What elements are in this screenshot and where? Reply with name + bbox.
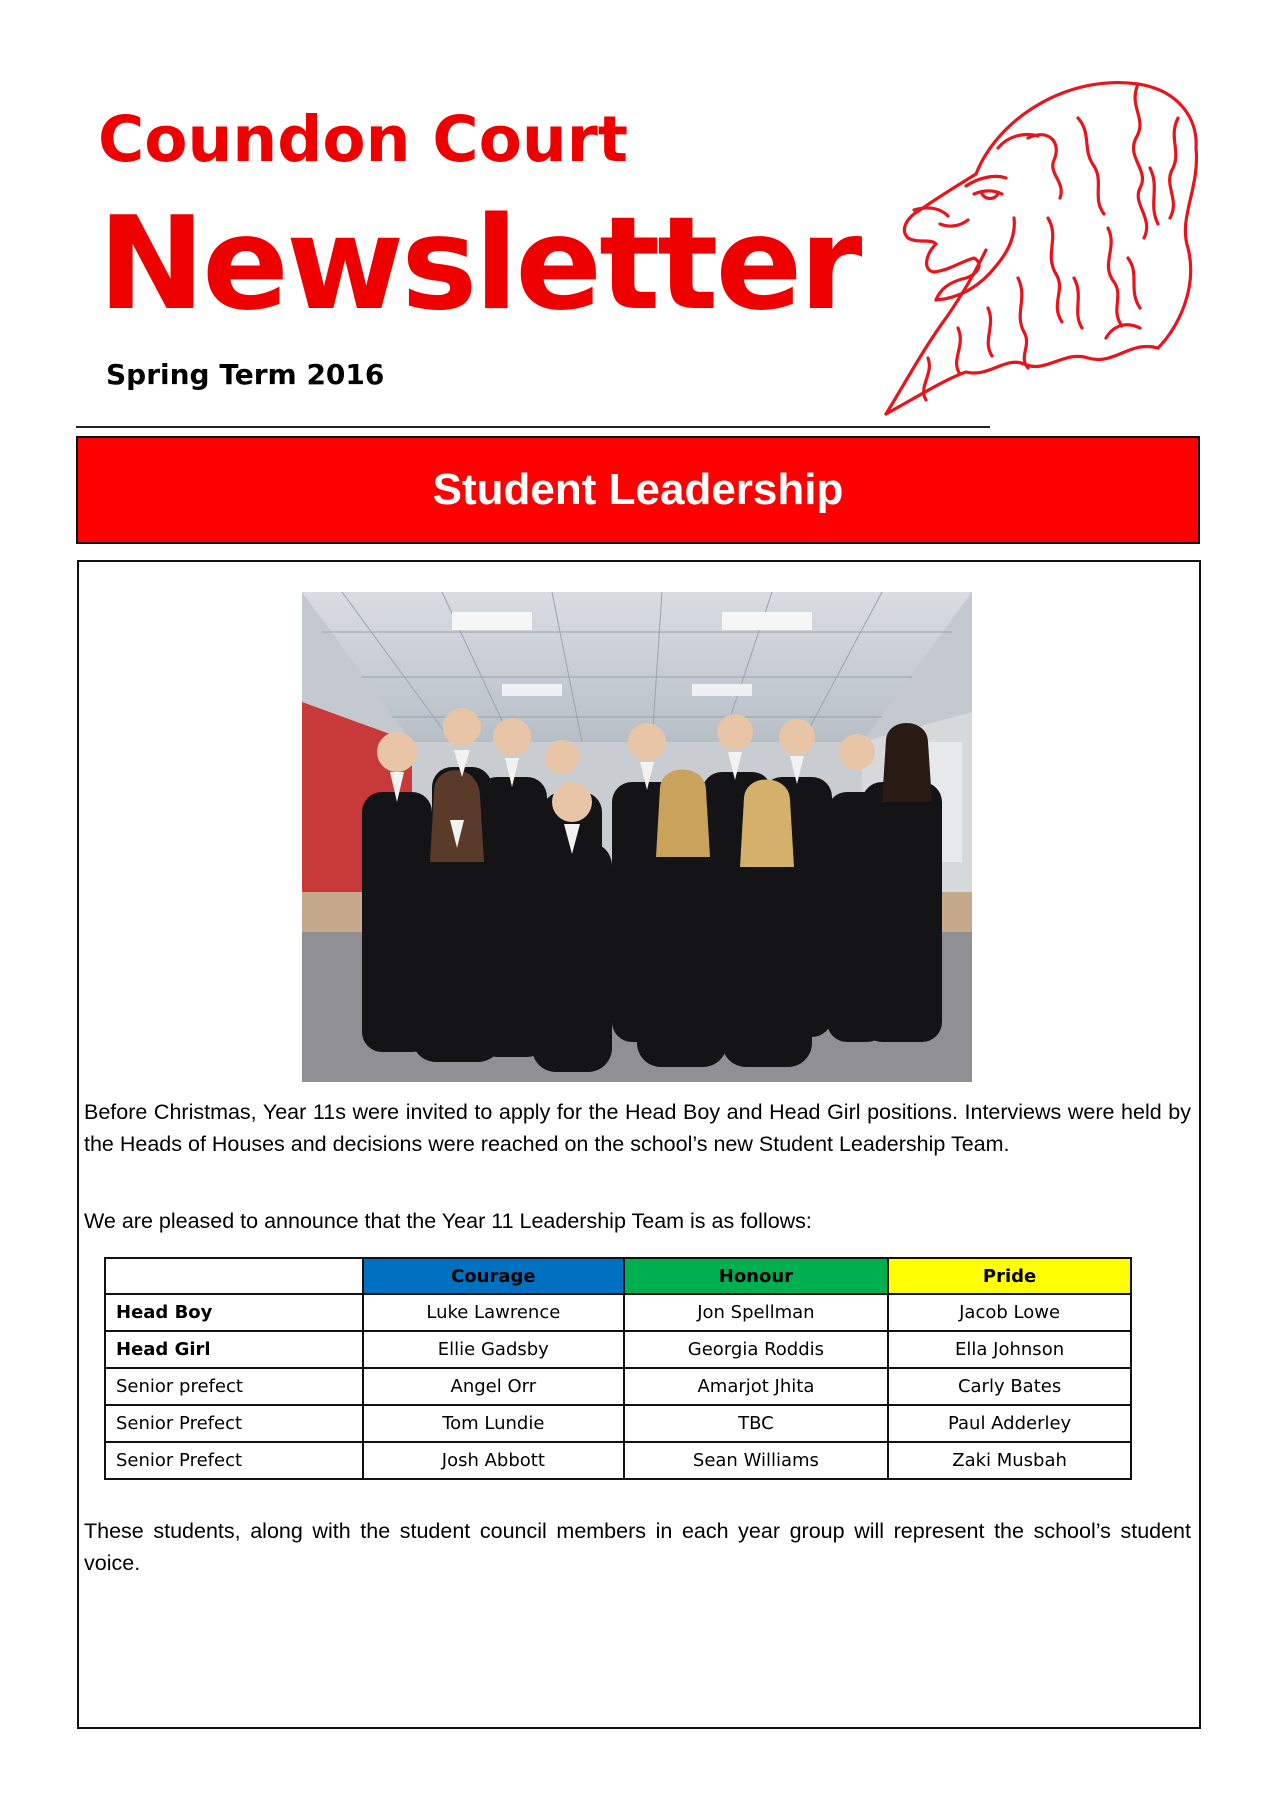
newsletter-title: Newsletter: [98, 190, 860, 339]
name-cell: Jon Spellman: [624, 1294, 889, 1331]
intro-paragraph: Before Christmas, Year 11s were invited to apply for the Head Boy and Head Girl positions. Interviews were held by the Heads of Houses and decisions were reached on the school’s new Student Leadership Team.: [84, 1100, 1191, 1156]
role-cell: Head Girl: [105, 1331, 363, 1368]
header-pride: Pride: [888, 1258, 1131, 1294]
name-cell: Luke Lawrence: [363, 1294, 624, 1331]
name-cell: Ella Johnson: [888, 1331, 1131, 1368]
role-cell: Senior Prefect: [105, 1405, 363, 1442]
term-label: Spring Term 2016: [106, 358, 385, 391]
announcement-paragraph: We are pleased to announce that the Year 11 Leadership Team is as follows:: [84, 1209, 812, 1233]
name-cell: Jacob Lowe: [888, 1294, 1131, 1331]
name-cell: Tom Lundie: [363, 1405, 624, 1442]
table-row: [105, 1294, 1131, 1331]
header-courage: Courage: [363, 1258, 624, 1294]
header-divider: [76, 426, 990, 428]
name-cell: Georgia Roddis: [624, 1331, 889, 1368]
name-cell: Angel Orr: [363, 1368, 624, 1405]
name-cell: Josh Abbott: [363, 1442, 624, 1479]
table-header-row: [105, 1258, 1131, 1294]
role-cell: Senior Prefect: [105, 1442, 363, 1479]
name-cell: Zaki Musbah: [888, 1442, 1131, 1479]
name-cell: Paul Adderley: [888, 1405, 1131, 1442]
role-cell: Head Boy: [105, 1294, 363, 1331]
table-row: [105, 1405, 1131, 1442]
name-cell: Amarjot Jhita: [624, 1368, 889, 1405]
name-cell: TBC: [624, 1405, 889, 1442]
school-name: Coundon Court: [98, 103, 628, 176]
group-photo: [302, 592, 972, 1082]
header-honour: Honour: [624, 1258, 889, 1294]
name-cell: Ellie Gadsby: [363, 1331, 624, 1368]
lion-head-logo: [878, 78, 1204, 416]
name-cell: Carly Bates: [888, 1368, 1131, 1405]
name-cell: Sean Williams: [624, 1442, 889, 1479]
table-row: [105, 1331, 1131, 1368]
section-title: Student Leadership: [432, 465, 844, 514]
leadership-table: [104, 1257, 1132, 1480]
table-row: [105, 1442, 1131, 1479]
section-banner: [76, 436, 1200, 544]
table-row: [105, 1368, 1131, 1405]
role-cell: Senior prefect: [105, 1368, 363, 1405]
closing-paragraph: These students, along with the student council members in each year group will represent the school’s student voice.: [84, 1519, 1191, 1575]
header-blank-cell: [105, 1258, 363, 1294]
